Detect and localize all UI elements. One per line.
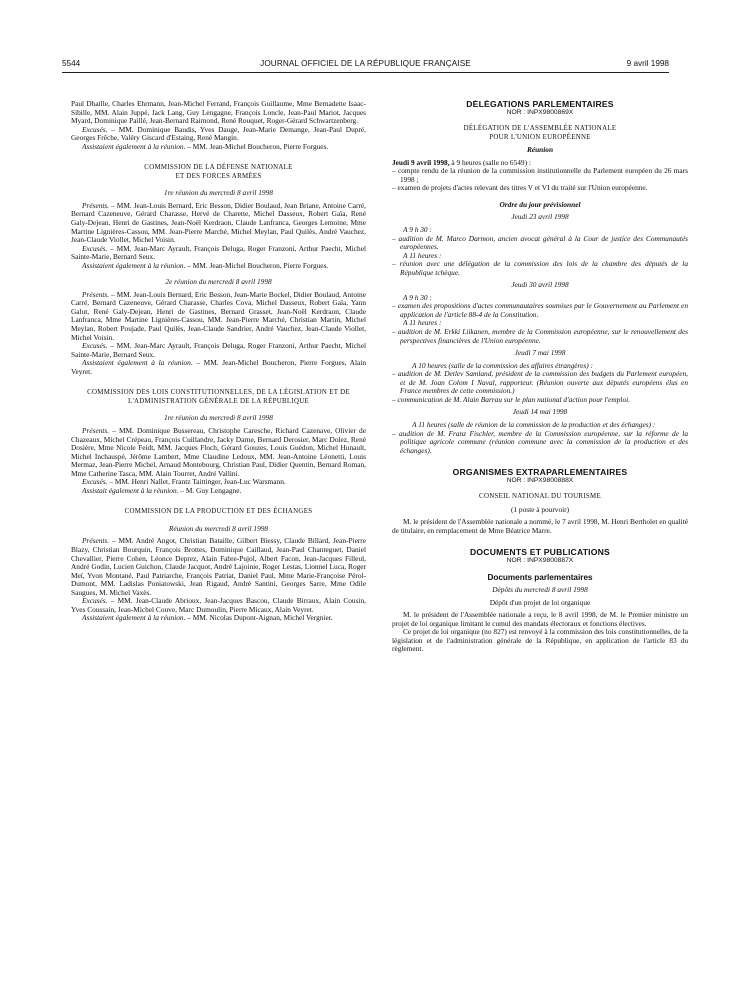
day-heading: Jeudi 30 avril 1998	[511, 280, 569, 290]
depot-paragraph: Ce projet de loi organique (no 827) est renvoyé à la commission des lois constitutionnelles, de la législation et de l'administration générale de la République, en application de l'article 83 du règlement.	[392, 627, 688, 654]
defense-commission-title: COMMISSION DE LA DÉFENSE NATIONALE	[144, 164, 293, 172]
hour-line: A 9 h 30 :	[403, 292, 432, 302]
right-column	[392, 100, 688, 982]
defense-commission-title-2: ET DES FORCES ARMÉES	[175, 172, 262, 180]
day-heading: Jeudi 23 avril 1998	[511, 212, 569, 222]
production-commission-title: COMMISSION DE LA PRODUCTION ET DES ÉCHANGES	[124, 508, 313, 516]
documents-title: DOCUMENTS ET PUBLICATIONS	[470, 547, 610, 558]
issue-date: 9 avril 1998	[626, 59, 669, 68]
depots-heading: Dépôts du mercredi 8 avril 1998	[492, 585, 588, 595]
delegation-subtitle: DÉLÉGATION DE L'ASSEMBLÉE NATIONALE	[463, 125, 617, 133]
delegation-subtitle-2: POUR L'UNION EUROPÉENNE	[489, 133, 591, 141]
agenda-item: – communication de M. Alain Barrau sur le plan national d'action pour l'emploi.	[392, 394, 630, 404]
delegations-title: DÉLÉGATIONS PARLEMENTAIRES	[466, 100, 614, 109]
presents-paragraph: Présents. – MM. Jean-Louis Bernard, Eric Besson, Jean-Marie Bockel, Didier Boulaud, Antoine Carré, Bernard Cazeneuve, Gérard Charasse, Charles Cova, Michel Dasseux, Robert Gaïa, Yann Galut, René Galy-Dejean, Henri de Gastines, Bernard Grasset, Jean-Noël Kerdraon, Claude Lanfranca, Mme Martine Lignières-Cassou, MM. Jean-Pierre Marché, Christian Martin, Michel Meylan, Robert Poujade, Paul Quilès, Jean-Claude Sandrier, André Vauchez, Jean-Claude Viollet, Michel Voisin.	[71, 289, 366, 342]
nor-reference: NOR : INPX9800869X	[506, 108, 574, 116]
depot-paragraph: M. le président de l'Assemblée nationale a reçu, le 8 avril 1998, de M. le Premier ministre un projet de loi organique limitant le cumul des mandats électoraux et fonctions électives.	[392, 610, 688, 628]
excuses-paragraph: Excusés. – MM. Henri Nallet, Frantz Taittinger, Jean-Luc Warsmann.	[82, 477, 286, 487]
documents-subtitle: Documents parlementaires	[487, 572, 593, 582]
presents-paragraph: Présents. – MM. André Angot, Christian Bataille, Gilbert Biessy, Claude Billard, Jean-Pierre Blazy, Christian Bourquin, François Brottes, Dominique Caillaud, Jean-Paul Chanteguet, Daniel Chevallier, Pierre Cohen, Léonce Deprez, Alain Fabre-Pujol, Albert Facon, Jean-Jacques Filleul, André Godin, Lucien Guichon, Claude Jacquot, André Lajoinie, Roger Lestas, Lionnel Luca, Roger Meï, Yvon Montané, Paul Patriarche, François Patriat, Daniel Paul, Mme Marie-Françoise Pérol-Dumont, MM. Ladislas Poniatowski, Jean Rigaud, André Santini, Georges Sarre, Mme Odile Saugues, M. Michel Vaxès.	[71, 536, 366, 597]
agenda-item: – réunion avec une délégation de la commission des lois de la chambre des députés de la République tchèque.	[392, 259, 688, 277]
organismes-title: ORGANISMES EXTRAPARLEMENTAIRES	[452, 467, 628, 478]
lois-commission-title: COMMISSION DES LOIS CONSTITUTIONNELLES, DE LA LÉGISLATION ET DE L'ADMINISTRATION GÉNÉRALE DE LA RÉPUBLIQUE	[87, 389, 350, 405]
agenda-item: – audition de M. Detlev Samland, président de la commission des budgets du Parlement européen, et de M. Joan Colom I Naval, rapporteur. (Réunion ouverte aux députés européens élus en France membres de cette commission.)	[392, 369, 688, 396]
excuses-paragraph: Excusés. – MM. Jean-Marc Ayrault, François Deluga, Roger Franzoni, Arthur Paecht, Michel Sainte-Marie, Bernard Seux.	[71, 341, 366, 359]
meeting-date-line: Jeudi 9 avril 1998, à 9 heures (salle no 6549) :	[392, 157, 531, 167]
nor-reference: NOR : INPX9800888X	[506, 476, 574, 484]
agenda-item: – examen de projets d'actes relevant des titres V et VI du traité sur l'Union européenne.	[392, 183, 648, 193]
hour-line: A 11 heures (salle de réunion de la commission de la production et des échanges) :	[412, 419, 656, 429]
hour-line: A 11 heures :	[403, 250, 442, 260]
meeting-heading: Réunion du mercredi 8 avril 1998	[168, 523, 269, 533]
day-heading: Jeudi 14 mai 1998	[512, 407, 568, 417]
hour-line: A 11 heures :	[403, 318, 442, 328]
nor-reference: NOR : INPX9800887X	[506, 556, 574, 564]
assist-paragraph: Assistaient également à la réunion. – MM. Jean-Michel Boucheron, Pierre Forgues.	[82, 260, 329, 270]
assist-paragraph: Assistaient également à la réunion. – MM. Jean-Michel Boucheron, Pierre Forgues, Alain Veyret.	[71, 358, 366, 376]
agenda-item: – audition de M. Franz Fischler, membre de la Commission européenne, sur la réforme de la politique agricole commune (réunion commune avec la commission de la production et des échanges).	[392, 428, 688, 455]
page-number: 5544	[62, 59, 81, 68]
hour-line: A 9 h 30 :	[403, 225, 432, 235]
agenda-item: – compte rendu de la réunion de la commission institutionnelle du Parlement européen du 26 mars 1998 ;	[392, 166, 688, 184]
excuses-paragraph: Excusés. – MM. Jean-Claude Abrioux, Jean-Jacques Bascou, Claude Birraux, Alain Cousin, Yves Coussain, Jean-Michel Couve, Marc Dumoulin, Pierre Micaux, Alain Veyret.	[71, 596, 366, 614]
assist-paragraph: Assistaient également à la réunion. – MM. Jean-Michel Boucheron, Pierre Forgues.	[82, 141, 329, 151]
nomination-paragraph: M. le président de l'Assemblée nationale a nommé, le 7 avril 1998, M. Henri Bertholet en qualité de titulaire, en remplacement de Mme Béatrice Marre.	[392, 517, 688, 535]
excuses-paragraph: Excusés. – MM. Jean-Marc Ayrault, François Deluga, Roger Franzoni, Arthur Paecht, Michel Sainte-Marie, Bernard Seux.	[71, 243, 366, 262]
meeting-heading: 1re réunion du mercredi 8 avril 1998	[164, 413, 273, 423]
poste-note: (1 poste à pourvoir)	[510, 504, 570, 514]
journal-title: JOURNAL OFFICIEL DE LA RÉPUBLIQUE FRANÇAISE	[260, 59, 471, 68]
presents-paragraph: Présents. – MM. Jean-Louis Bernard, Eric Besson, Didier Boulaud, Jean Briane, Antoine Carré, Bernard Cazeneuve, Gérard Charasse, Hervé de Charette, Michel Dasseux, Robert Gaïa, René Galy-Dejean, Henri de Gastines, Jean-Noël Kerdraon, Claude Lanfranca, Georges Lemoine, Mme Martine Lignières-Cassou, MM. Jean-Pierre Marché, Michel Meylan, Paul Quilès, André Vauchez, Jean-Claude Viollet, Michel Voisin.	[71, 200, 366, 245]
left-column	[71, 100, 366, 982]
members-list: Paul Dhaille, Charles Ehrmann, Jean-Michel Ferrand, François Guillaume, Mme Bernadette Isaac-Sibille, MM. Alain Juppé, Jack Lang, Guy Lengagne, François Loncle, Jean-Paul Mariot, Jacques Myard, Dominique Paillé, Jean-Bernard Raimond, René Rouquet, Roger-Gérard Schwartzenberg.	[71, 100, 366, 126]
conseil-subtitle: CONSEIL NATIONAL DU TOURISME	[479, 493, 601, 501]
meeting-heading: 2e réunion du mercredi 8 avril 1998	[165, 277, 272, 287]
assist-paragraph: Assistait également à la réunion. – M. Guy Lengagne.	[82, 485, 242, 495]
depot-title: Dépôt d'un projet de loi organique	[489, 597, 591, 607]
page-header	[62, 56, 669, 73]
reunion-heading: Réunion	[526, 145, 554, 155]
excuses-paragraph: Excusés. – MM. Dominique Baudis, Yves Dauge, Jean-Marie Demange, Jean-Paul Dupré, Georges Frêche, Valéry Giscard d'Estaing, René Mangin.	[71, 124, 366, 143]
meeting-heading: 1re réunion du mercredi 8 avril 1998	[164, 188, 273, 198]
hour-line: A 10 heures (salle de la commission des affaires étrangères) :	[412, 360, 593, 370]
agenda-item: – examen des propositions d'actes communautaires soumises par le Gouvernement au Parlement en application de l'article 88-4 de la Constitution.	[392, 301, 688, 319]
assist-paragraph: Assistaient également à la réunion. – MM. Nicolas Dupont-Aignan, Michel Vergnier.	[82, 613, 333, 623]
day-heading: Jeudi 7 mai 1998	[514, 348, 566, 358]
agenda-item: – audition de M. Marco Darmon, ancien avocat général à la Cour de justice des Communautés européennes.	[392, 233, 688, 252]
ordre-du-jour-heading: Ordre du jour prévisionnel	[499, 199, 581, 209]
presents-paragraph: Présents. – MM. Dominique Bussereau, Christophe Caresche, Richard Cazenave, Olivier de Chazeaux, Michel Crépeau, François Cuillandre, Jacky Darne, Bernard Derosier, Marc Dolez, René Dosière, Mme Nicole Feidt, MM. Jacques Floch, Gérard Gouzes, Louis Guédon, Michel Hunault, Michel Inchauspé, Jérôme Lambert, Mme Claudine Ledoux, MM. Jean-Antoine Léonetti, Louis Mermaz, Jean-Pierre Michel, Arnaud Montebourg, Christian Paul, Didier Quentin, Bernard Roman, Mme Catherine Tasca, MM. Alain Tourret, André Vallini.	[71, 425, 366, 478]
agenda-item: – audition de M. Erkki Liikanen, membre de la Commission européenne, sur le renouvellement des perspectives financières de l'Union européenne.	[392, 327, 688, 345]
